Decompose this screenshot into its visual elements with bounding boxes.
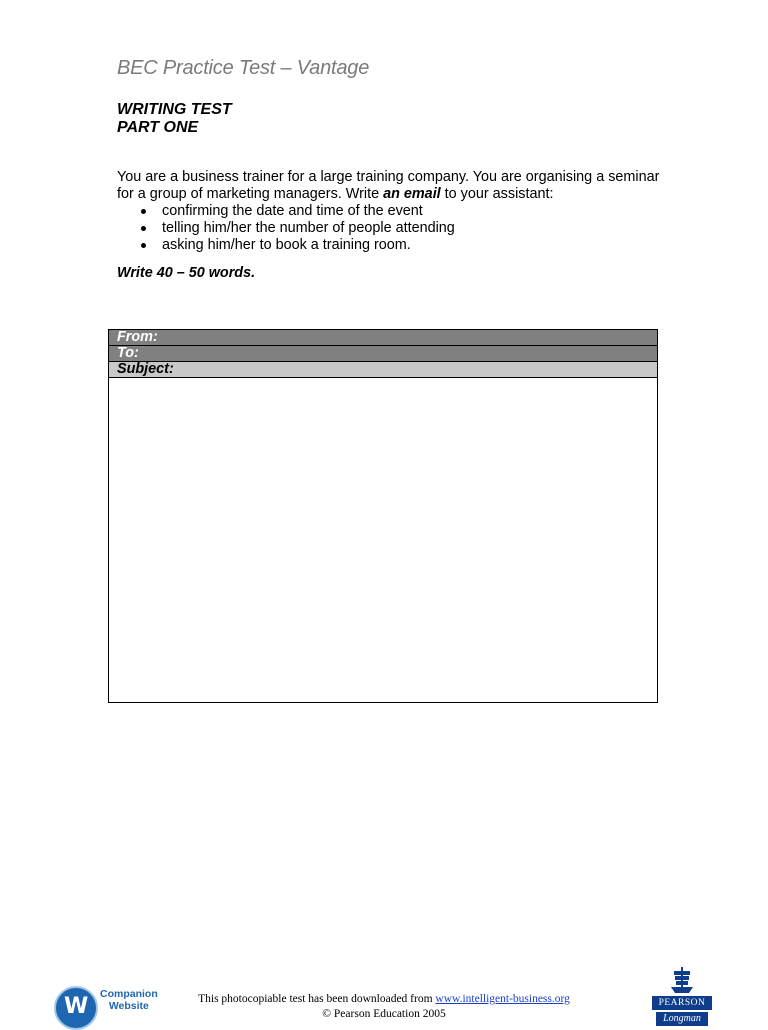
section-title-line-1: WRITING TEST: [117, 101, 232, 118]
footer-download-line: This photocopiable test has been downloaded from www.intelligent-business.org: [198, 993, 570, 1005]
email-to-label: To:: [117, 345, 139, 361]
email-subject-row[interactable]: [109, 362, 657, 378]
task-bullet-item: asking him/her to book a training room.: [137, 237, 662, 254]
task-intro-emphasis: an email: [383, 186, 441, 202]
task-intro: [117, 169, 662, 203]
pearson-longman-logo: [652, 964, 712, 1024]
page-header-title: BEC Practice Test – Vantage: [117, 57, 370, 79]
companion-website-text: Companion Website: [100, 988, 158, 1012]
email-to-row[interactable]: [109, 346, 657, 362]
task-bullet-item: confirming the date and time of the event: [137, 203, 662, 220]
footer-text: [168, 992, 600, 1022]
task-intro-text: You are a business trainer for a large training company. You are organising a seminar for a group of marketing managers. Write: [117, 169, 660, 202]
word-count-instruction: Write 40 – 50 words.: [117, 265, 256, 281]
email-from-row[interactable]: [109, 330, 657, 346]
task-instructions: [117, 169, 662, 254]
task-bullet-item: telling him/her the number of people attending: [137, 220, 662, 237]
longman-wordmark: Longman: [656, 1012, 708, 1026]
footer-copyright: © Pearson Education 2005: [322, 1008, 446, 1020]
section-title-line-2: PART ONE: [117, 119, 199, 136]
email-answer-form: [108, 329, 658, 703]
section-title: [117, 101, 232, 137]
footer-website-link[interactable]: www.intelligent-business.org: [435, 993, 570, 1005]
email-body-area[interactable]: [109, 378, 657, 703]
task-intro-end: to your assistant:: [440, 186, 554, 202]
pearson-wordmark: PEARSON: [652, 996, 712, 1010]
email-subject-label: Subject:: [117, 361, 174, 377]
email-from-label: From:: [117, 329, 158, 345]
task-bullet-list: [117, 203, 662, 254]
companion-w-icon: W: [54, 986, 98, 1030]
ship-icon: [670, 966, 694, 994]
companion-website-logo: [52, 984, 172, 1024]
